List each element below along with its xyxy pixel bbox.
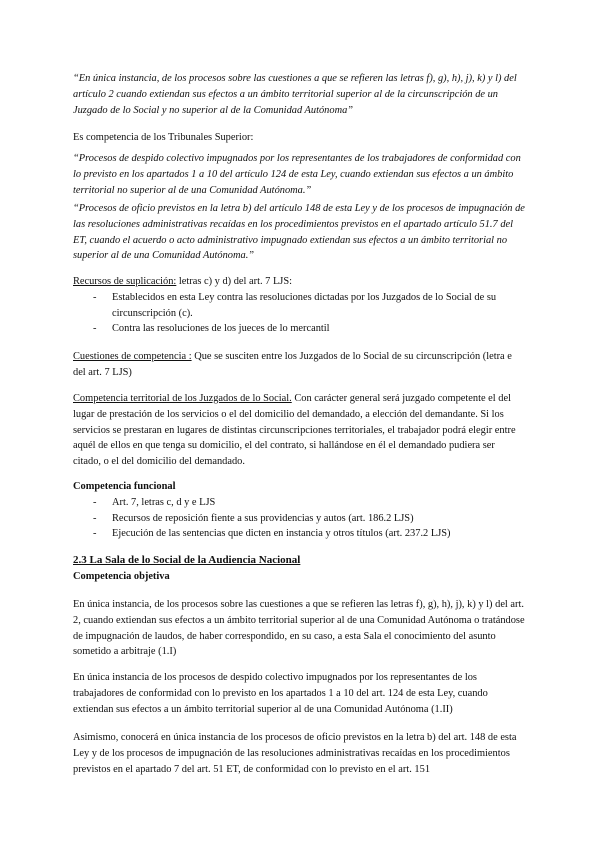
suplicacion-label: Recursos de suplicación: (73, 276, 177, 287)
suplicacion-list (73, 290, 525, 337)
suplicacion-line (73, 274, 525, 290)
section-title: 2.3 La Sala de lo Social de la Audiencia Nacional (73, 554, 301, 566)
territorial-rest: Con carácter general será juzgado competente el del lugar de prestación de los servicios o el del domicilio del demandado, a elección del demandante. Si los servicios se prestaran en lugares de distintas circunscripciones territoriales, el trabajador podrá elegir entre aquél de ellos en que tenga su domicilio, el del contrato, si hallándose en él el demandado pudiera ser citado, o el del domicilio del demandado. (73, 393, 516, 468)
cuestiones-paragraph (73, 349, 525, 381)
tsj-quote-1: “Procesos de despido colectivo impugnados por los representantes de los trabajadores de conformidad con lo previsto en los apartados 1 a 10 del artículo 124 de esta Ley, cuando extiendan sus efectos a un ámbito territorial no superior al de una Comunidad Autónoma.” (73, 153, 521, 196)
tsj-title: Es competencia de los Tribunales Superior: (73, 132, 254, 143)
funcional-section (73, 479, 525, 542)
audiencia-section-heading (73, 553, 525, 585)
funcional-list (73, 495, 525, 542)
list-item: - Establecidos en esta Ley contra las resoluciones dictadas por los Juzgados de lo Social de su circunscripción (c). (73, 290, 525, 322)
suplicacion-section (73, 274, 525, 337)
list-item: - Recursos de reposición fiente a sus providencias y autos (art. 186.2 LJS) (73, 511, 525, 527)
audiencia-paragraph-1: En única instancia, de los procesos sobre las cuestiones a que se refieren las letras f), g), h), j), k) y l) del art. 2, cuando extiendan sus efectos a un ámbito territorial superior al de una Comunidad Autónoma o tratándose de impugnación de laudos, de haber correspondido, en su caso, a esta Sala el conocimiento del asunto sometido a arbitraje (1.I) (73, 599, 525, 658)
list-item: - Ejecución de las sentencias que dicten en instancia y otros títulos (art. 237.2 LJS) (73, 526, 525, 542)
list-item: - Contra las resoluciones de los jueces de lo mercantil (73, 321, 525, 337)
tsj-quote-2: “Procesos de oficio previstos en la letra b) del artículo 148 de esta Ley y de los procesos de impugnación de las resoluciones administrativas recaídas en los procedimientos previstos en el apartado artículo 51.7 del ET, cuando el acuerdo o acto administrativo impugnado extiendan sus efectos a un ámbito territorial no superior al de una Comunidad Autónoma.” (73, 203, 525, 262)
territorial-paragraph (73, 391, 525, 470)
intro-quote: “En única instancia, de los procesos sobre las cuestiones a que se refieren las letras f), g), h), j), k) y l) del artículo 2 cuando extiendan sus efectos a un ámbito territorial superior al de la circunscripción de un Juzgado de lo Social y no superior al de la Comunidad Autónoma” (73, 73, 517, 116)
list-item: - Art. 7, letras c, d y e LJS (73, 495, 525, 511)
territorial-label: Competencia territorial de los Juzgados de lo Social. (73, 393, 292, 404)
cuestiones-label: Cuestiones de competencia : (73, 351, 192, 362)
audiencia-paragraph-3: Asimismo, conocerá en única instancia de los procesos de oficio previstos en la letra b) del art. 148 de esta Ley y de los procesos de impugnación de las resoluciones administrativas recaídas en los procedimientos previstos en el apartado 7 del art. 51 ET, de conformidad con lo previsto en el art. 151 (73, 732, 517, 775)
audiencia-paragraph-2: En única instancia de los procesos de despido colectivo impugnados por los representantes de los trabajadores de conformidad con lo previsto en los apartados 1 a 10 del art. 124 de esta Ley, cuando extiendan sus efectos a un ámbito territorial superior al de una Comunidad Autónoma (1.II) (73, 672, 488, 715)
suplicacion-rest: letras c) y d) del art. 7 LJS: (176, 276, 293, 287)
funcional-heading: Competencia funcional (73, 481, 176, 492)
objetiva-heading: Competencia objetiva (73, 570, 170, 582)
cuestiones-rest: Que se susciten entre los Juzgados de lo Social de su circunscripción (letra e del art. 7 LJS) (73, 351, 512, 378)
